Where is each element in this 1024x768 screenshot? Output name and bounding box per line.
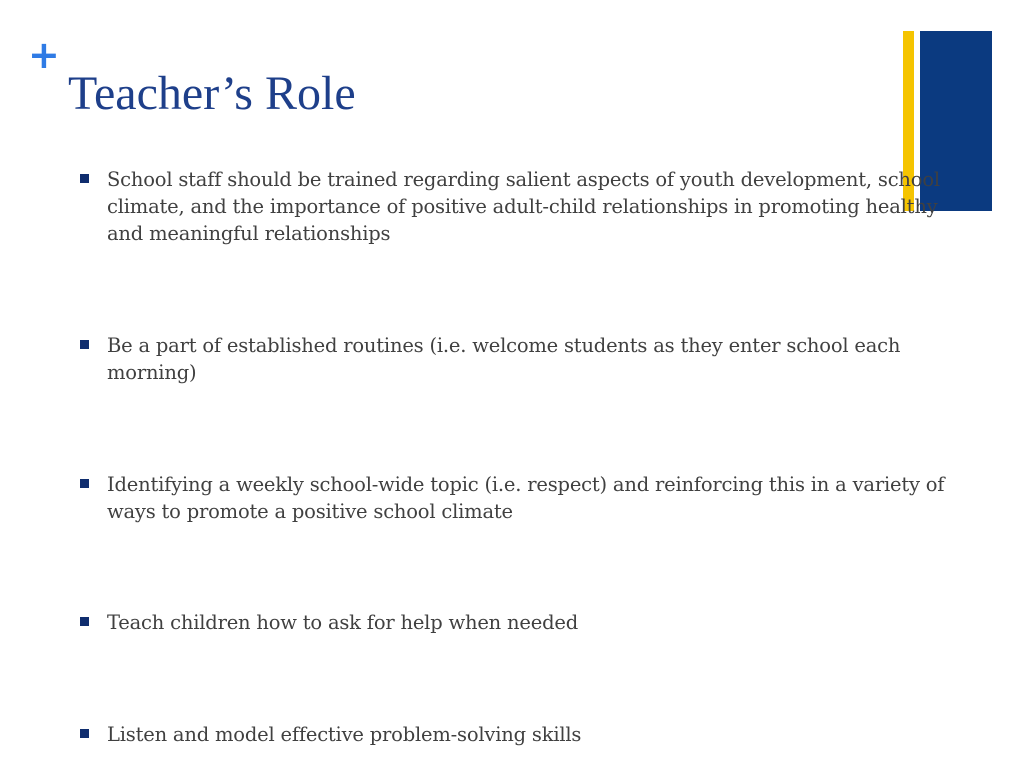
- bullet-square-icon: [80, 174, 89, 183]
- bullet-item: [80, 332, 960, 386]
- bullet-square-icon: [80, 340, 89, 349]
- bullet-item: [80, 721, 960, 748]
- bullet-text: Listen and model effective problem-solving skills: [107, 723, 582, 746]
- bullet-text: Be a part of established routines (i.e. welcome students as they enter school each morning): [107, 334, 901, 384]
- bullet-square-icon: [80, 479, 89, 488]
- bullet-text: Identifying a weekly school-wide topic (i.e. respect) and reinforcing this in a variety of ways to promote a positive school climate: [107, 473, 945, 523]
- bullet-item: [80, 609, 960, 636]
- slide-title: Teacher’s Role: [68, 67, 356, 120]
- bullet-item: [80, 471, 960, 525]
- bullet-square-icon: [80, 729, 89, 738]
- plus-icon: +: [28, 33, 60, 77]
- bullet-item: [80, 166, 960, 247]
- bullet-text: Teach children how to ask for help when needed: [107, 611, 578, 634]
- bullet-text: School staff should be trained regarding salient aspects of youth development, school climate, and the importance of positive adult-child relationships in promoting healthy and meaningful relationships: [107, 168, 940, 245]
- bullet-square-icon: [80, 617, 89, 626]
